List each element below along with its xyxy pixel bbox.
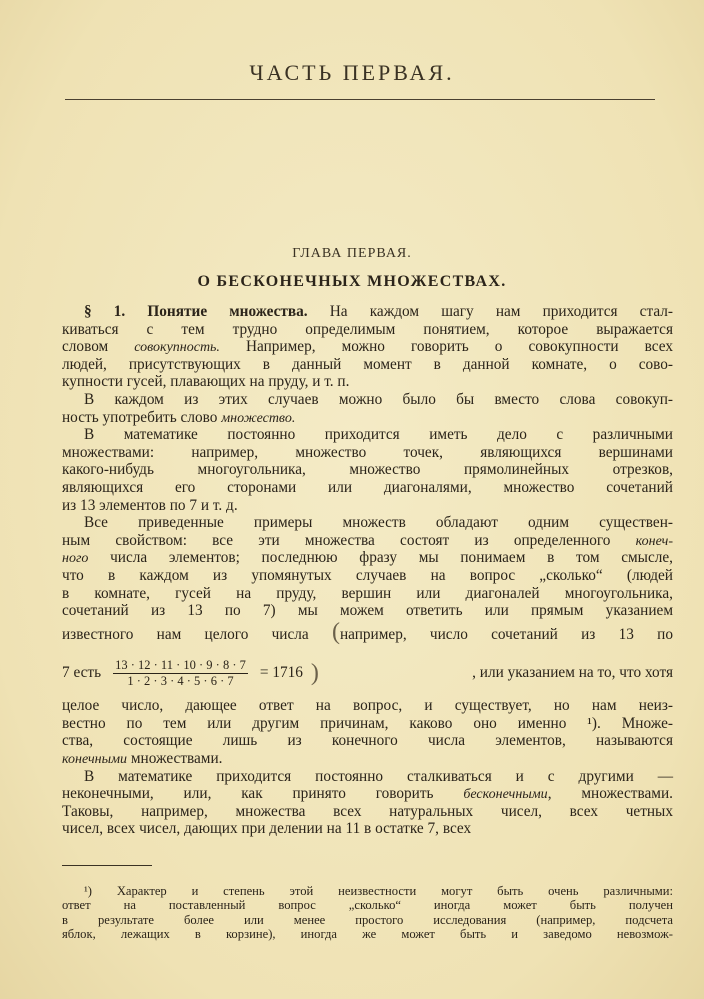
text-line <box>62 514 673 532</box>
text-run: 7 есть <box>62 664 102 682</box>
text-run: словом <box>62 338 135 356</box>
text-run: В математике приходится постоянно сталкиваться и с другими — <box>84 767 673 785</box>
header-rule <box>65 99 655 100</box>
text-line <box>62 338 673 356</box>
text-line <box>62 750 673 768</box>
text-run: целое число, дающее ответ на вопрос, и существует, но нам неиз- <box>62 697 673 715</box>
text-run: людей, присутствующих в данный момент в данной комнате, о сово- <box>62 355 673 373</box>
text-line <box>62 321 673 339</box>
text-run: неконечными, или, как принято говорить <box>62 785 464 803</box>
text-run: множествами: например, множество точек, являющихся вершинами <box>62 443 673 461</box>
paragraph <box>62 391 673 426</box>
emphasis: конеч- <box>635 533 673 549</box>
text-run: яблок, лежащих в корзине), иногда же может быть и заведомо невозмож- <box>62 927 673 942</box>
big-parenthesis: ) <box>310 660 319 687</box>
section-heading: § 1. Понятие множества. <box>84 303 308 320</box>
text-line <box>62 602 673 620</box>
text-run: Например, можно говорить о совокупности всех <box>219 338 673 356</box>
text-run: = 1716 <box>259 664 303 682</box>
text-run: , или указанием на то, что хотя <box>472 664 673 682</box>
text-run: что в каждом из упомянутых случаев на вопрос „сколько“ (людей <box>62 566 673 584</box>
fraction <box>113 658 248 689</box>
text-line <box>62 618 673 645</box>
text-run: числа элементов; последнюю фразу мы понимаем в том смысле, <box>88 549 673 567</box>
text-run: какого-нибудь многоугольника, множество прямолинейных отрезков, <box>62 461 673 479</box>
paragraph <box>62 426 673 514</box>
text-line <box>62 391 673 409</box>
text-line <box>62 461 673 479</box>
text-run: ным свойством: все эти множества состоят из определенного <box>62 531 636 549</box>
text-line <box>62 497 673 515</box>
formula-line <box>62 649 673 697</box>
text-run: из 13 элементов по 7 и т. д. <box>62 496 238 514</box>
running-head: ЧАСТЬ ПЕРВАЯ. <box>249 60 455 85</box>
text-line <box>62 803 673 821</box>
body-text <box>62 303 673 838</box>
footnote-rule <box>62 865 152 866</box>
fraction-numerator: 13 · 12 · 11 · 10 · 9 · 8 · 7 <box>115 657 246 672</box>
emphasis: ного <box>62 551 89 567</box>
emphasis: конечными <box>62 752 128 768</box>
text-line <box>62 567 673 585</box>
text-line <box>62 913 673 927</box>
chapter-title: О БЕСКОНЕЧНЫХ МНОЖЕСТВАХ. <box>197 273 507 290</box>
text-line <box>62 884 673 898</box>
text-line <box>62 732 673 750</box>
text-run: например, число сочетаний из 13 по <box>339 625 673 643</box>
paragraph <box>62 303 673 391</box>
text-line <box>62 585 673 603</box>
text-line <box>62 768 673 786</box>
text-run: купности гусей, плавающих на пруду, и т. п. <box>62 373 350 391</box>
text-run: в результате более или менее простого исследования (например, подсчета <box>62 912 673 927</box>
text-run: Таковы, например, множества всех натуральных чисел, всех четных <box>62 802 673 820</box>
footnote <box>62 884 673 942</box>
text-run: ответ на поставленный вопрос „сколько“ иногда может быть получен <box>62 898 673 913</box>
text-line <box>62 715 673 733</box>
text-run: киваться с тем трудно определимым понятием, которое выражается <box>62 320 673 338</box>
text-run: являющихся его сторонами или диагоналями, множество сочетаний <box>62 478 673 496</box>
emphasis: бесконечными <box>463 787 548 803</box>
text-run: ность употребить слово <box>62 408 222 426</box>
text-run: сочетаний из 13 по 7) мы можем ответить или прямым указанием <box>62 602 673 620</box>
text-run: ¹) Характер и степень этой неизвестности могут быть очень различными: <box>84 884 673 898</box>
text-line <box>62 532 673 550</box>
text-line <box>62 444 673 462</box>
text-run: известного нам целого числа <box>62 625 332 643</box>
text-line <box>62 549 673 567</box>
paragraph <box>62 768 673 838</box>
text-line <box>62 373 673 391</box>
text-run: , множествами. <box>547 785 673 803</box>
emphasis: множество. <box>221 410 296 426</box>
text-run: множествами. <box>127 750 223 768</box>
text-run: На каждом шагу нам приходится стал- <box>307 303 673 320</box>
text-line <box>62 479 673 497</box>
text-line <box>62 356 673 374</box>
text-run: чисел, всех чисел, дающих при делении на 11 в остатке 7, всех <box>62 820 472 838</box>
text-line <box>62 426 673 444</box>
formula <box>62 649 319 697</box>
fraction-denominator: 1 · 2 · 3 · 4 · 5 · 6 · 7 <box>127 673 234 688</box>
text-run: В каждом из этих случаев можно было бы вместо слова совокуп- <box>84 390 673 408</box>
emphasis: совокупность. <box>134 340 220 356</box>
text-line <box>62 409 673 427</box>
paragraph <box>62 514 673 768</box>
text-line <box>62 697 673 715</box>
text-run: Все приведенные примеры множеств обладают одним существен- <box>84 514 673 532</box>
text-run: ства, состоящие лишь из конечного числа элементов, называются <box>62 732 673 750</box>
text-line <box>62 898 673 912</box>
text-run: в комнате, гусей на пруду, вершин или диагоналей многоугольника, <box>62 584 673 602</box>
chapter-number: ГЛАВА ПЕРВАЯ. <box>292 246 412 261</box>
text-run: вестно по тем или другим причинам, каково оно именно ¹). Множе- <box>62 714 673 732</box>
text-line <box>62 303 673 321</box>
text-line <box>62 820 673 838</box>
text-run: В математике постоянно приходится иметь дело с различными <box>84 426 673 444</box>
big-parenthesis: ( <box>331 618 340 645</box>
text-line <box>62 927 673 941</box>
text-line <box>62 785 673 803</box>
